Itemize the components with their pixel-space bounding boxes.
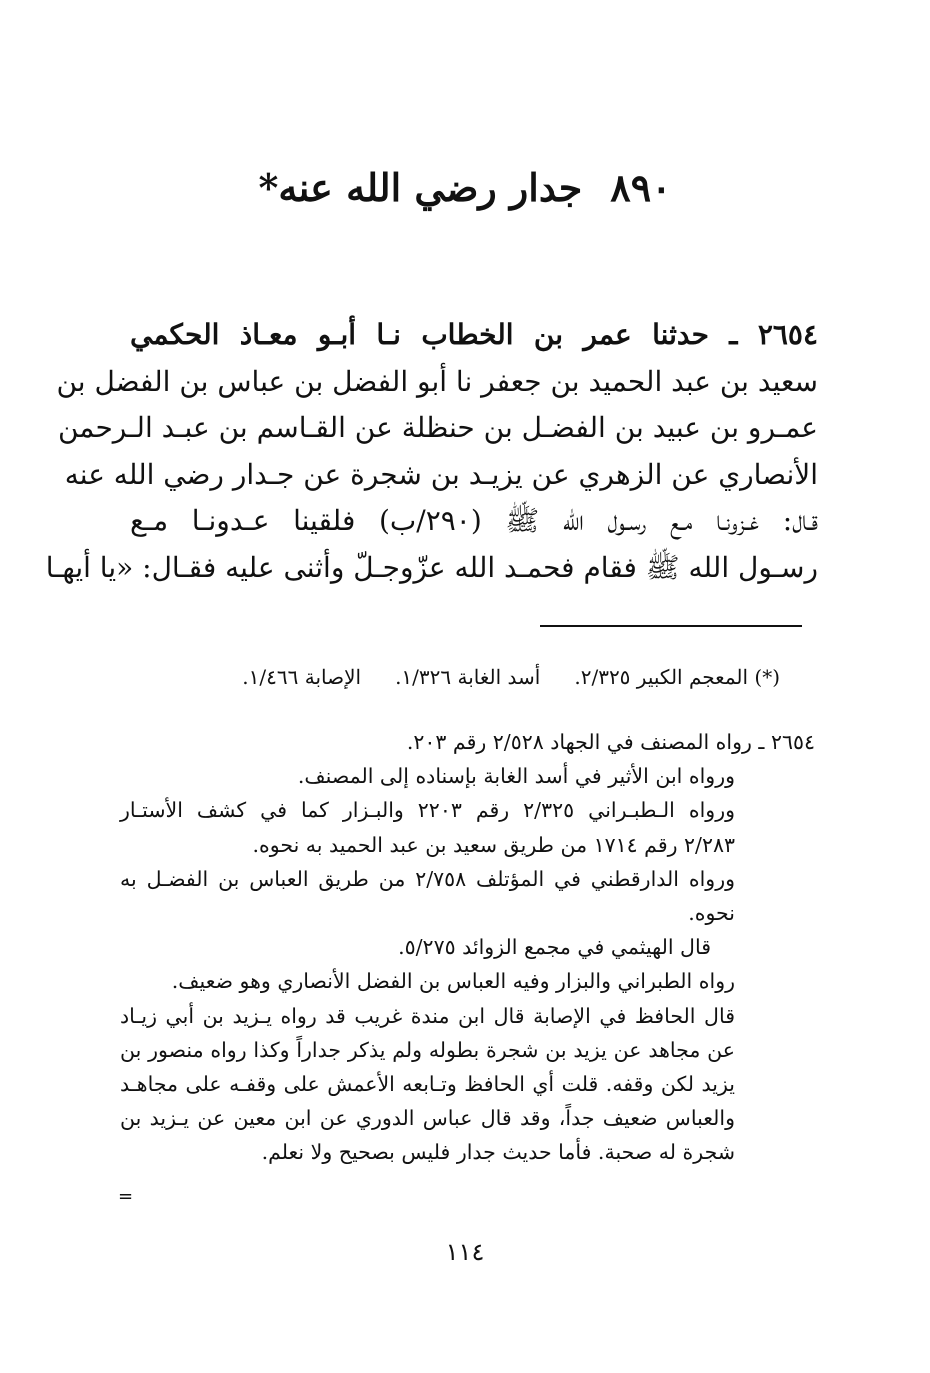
note-line: نحوه. xyxy=(688,900,735,925)
page-number: ١١٤ xyxy=(445,1238,485,1266)
section-title: جدار رضي الله عنه* xyxy=(258,165,583,210)
note-line: قال الهيثمي في مجمع الزوائد ٥/٢٧٥. xyxy=(398,935,711,960)
section-number: ٨٩٠ xyxy=(610,165,672,210)
note-line: ٢/٢٨٣ رقم ١٧١٤ من طريق سعيد بن عبد الحميد به نحوه. xyxy=(252,832,735,857)
note-line: ورواه ابن الأثير في أسد الغابة بإسناده إلى المصنف. xyxy=(297,764,735,789)
hadith-text xyxy=(45,312,818,591)
footnote-sources xyxy=(160,662,780,692)
hadith-line: ٢٦٥٤ ـ حدثنا عمر بن الخطاب نـا أبـو معـاذ الحكمي xyxy=(130,318,818,351)
note-line: ورواه الدارقطني في المؤتلف ٢/٧٥٨ من طريق العباس بن الفضـل به xyxy=(120,866,735,891)
note-line: شجرة له صحبة. فأما حديث جدار فليس بصحيح ولا نعلم. xyxy=(261,1140,735,1165)
footnote-separator xyxy=(540,625,802,627)
note-line: والعباس ضعيف جداً، وقد قال عباس الدوري عن ابن معين عن يـزيد بن xyxy=(120,1106,735,1131)
footnote-source: الإصابة ١/٤٦٦. xyxy=(242,665,362,689)
margin-mark: = xyxy=(118,1186,134,1207)
footnote-source: أسد الغابة ١/٣٢٦. xyxy=(395,665,541,689)
note-line: يزيد لكن وقفه. قلت أي الحافظ وتـابعه الأعمش على وقفـه على مجاهـد xyxy=(120,1071,735,1096)
footnote-source: (*) المعجم الكبير ٢/٣٢٥. xyxy=(574,665,780,689)
hadith-line: سعيد بن عبد الحميد بن جعفر نا أبو الفضل بن عباس بن الفضل بن xyxy=(56,364,818,398)
note-line: قال الحافظ في الإصابة قال ابن مندة غريب قد رواه يـزيد بن أبي زيـاد xyxy=(120,1003,735,1028)
hadith-line: قـال: غـزونـا مـع رسـول الله ﷺ (٢٩٠/ب) فلقينا عـدونـا مـع xyxy=(130,504,818,537)
hadith-line: عمـرو بن عبيد بن الفضـل بن حنظلة عن القـاسم بن عبـد الـرحمن xyxy=(57,411,818,444)
hadith-line: رسـول الله ﷺ فقام فحمـد الله عزّوجـلّ وأثنى عليه فقـال: «يا أيهـا xyxy=(45,550,818,584)
note-line: ٢٦٥٤ ـ رواه المصنف في الجهاد ٢/٥٢٨ رقم ٢٠٣. xyxy=(406,730,815,754)
note-line: رواه الطبراني والبزار وفيه العباس بن الفضل الأنصاري وهو ضعيف. xyxy=(171,969,735,994)
note-line: عن مجاهد عن يزيد بن شجرة بطوله ولم يذكر جداراً وكذا رواه منصور بن xyxy=(120,1037,735,1062)
hadith-line: الأنصاري عن الزهري عن يزيـد بن شجرة عن جـدار رضي الله عنه xyxy=(64,457,818,491)
note-line: ورواه الـطبـراني ٢/٣٢٥ رقم ٢٢٠٣ والبـزار كما في كشف الأستـار xyxy=(120,798,735,823)
footnote-notes xyxy=(120,725,815,1169)
section-heading xyxy=(0,160,930,216)
